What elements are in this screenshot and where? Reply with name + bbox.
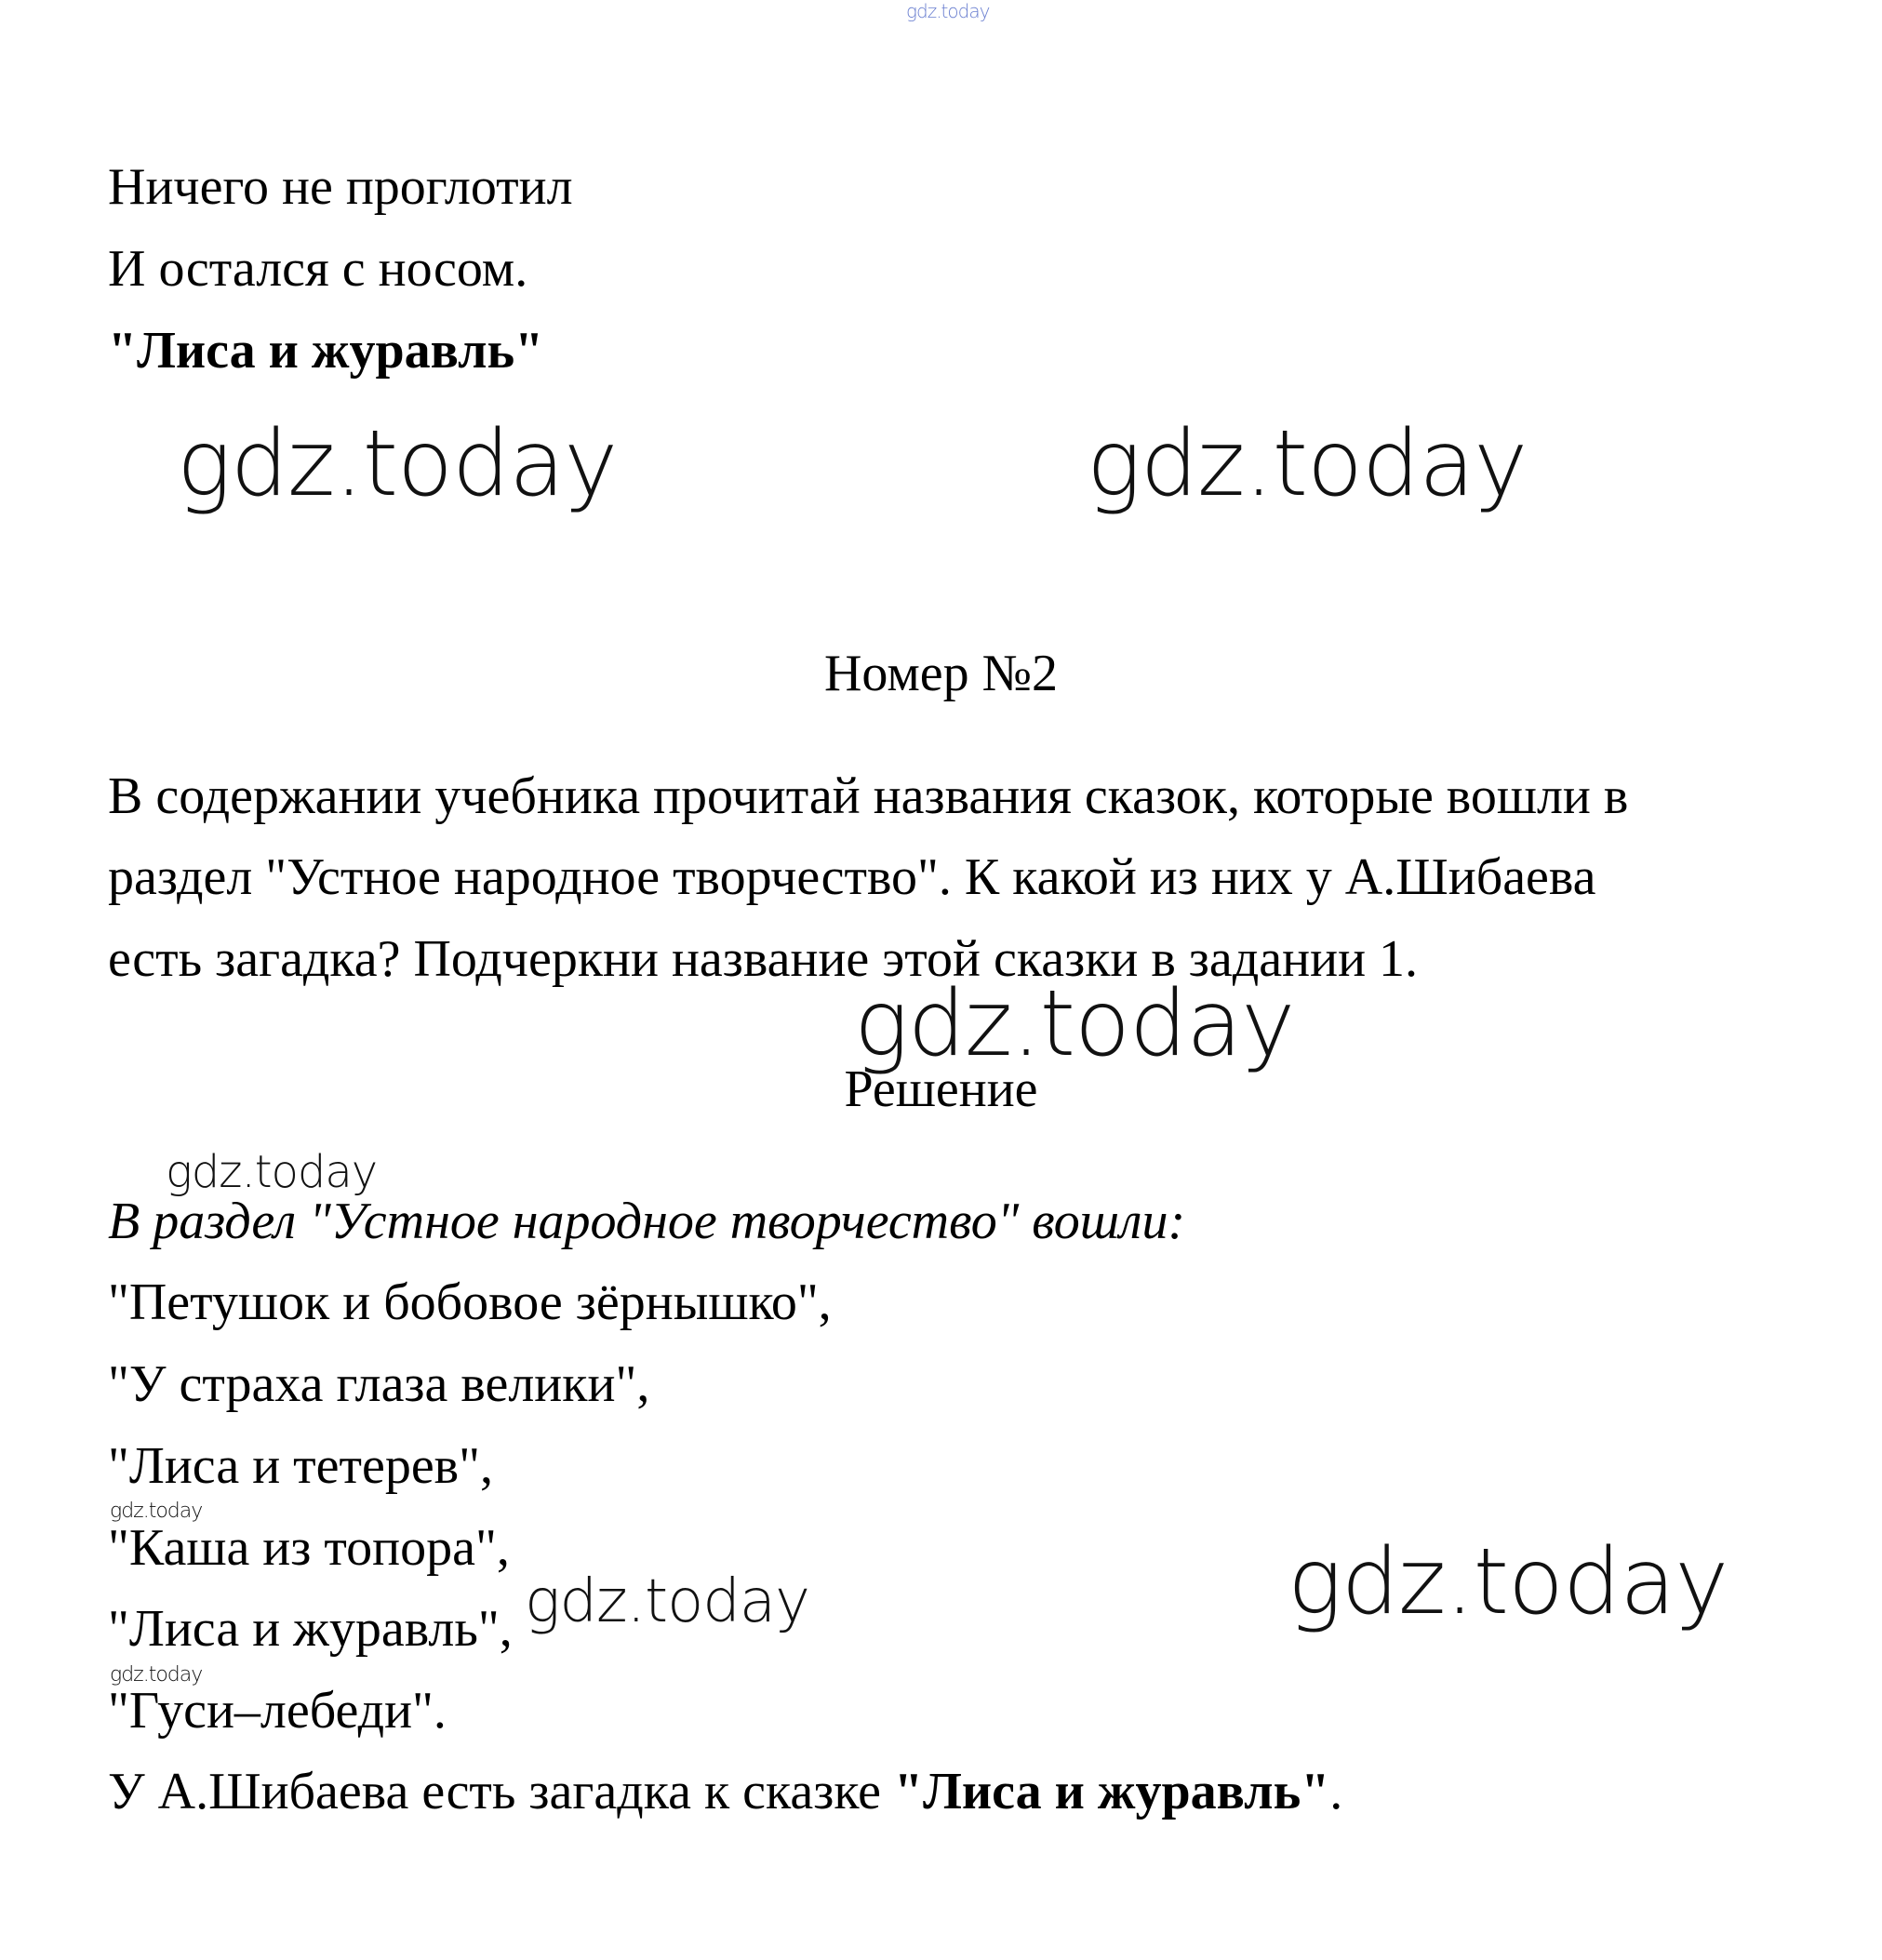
- watermark-small-1: gdz.today: [110, 1500, 203, 1523]
- watermark-medium-1: gdz.today: [166, 1146, 378, 1198]
- watermark-medium-2: gdz.today: [525, 1567, 809, 1636]
- task-title: Номер №2: [823, 645, 1059, 702]
- task-text-line-2: раздел "Устное народное творчество". К какой из них у А.Шибаева: [108, 848, 1596, 906]
- task-text-line-1: В содержании учебника прочитай названия сказок, которые вошли в: [108, 767, 1629, 825]
- watermark-large-4: gdz.today: [1288, 1529, 1729, 1635]
- tale-item: "Каша из топора",: [108, 1519, 510, 1577]
- conclusion-suffix: .: [1329, 1763, 1343, 1820]
- tale-item: "Лиса и тетерев",: [108, 1437, 493, 1495]
- poem-line-2: И остался с носом.: [108, 240, 528, 298]
- conclusion-prefix: У А.Шибаева есть загадка к сказке: [108, 1763, 895, 1820]
- solution-intro: В раздел "Устное народное творчество" вошли:: [108, 1193, 1186, 1250]
- solution-conclusion: [108, 1763, 1343, 1820]
- tale-item: "Гуси–лебеди".: [108, 1682, 447, 1740]
- watermark-small-2: gdz.today: [110, 1663, 203, 1687]
- tale-item: "Петушок и бобовое зёрнышко",: [108, 1273, 832, 1331]
- watermark-large-3: gdz.today: [854, 971, 1295, 1077]
- watermark-large-2: gdz.today: [1087, 411, 1528, 517]
- solution-heading: Решение: [844, 1060, 1038, 1118]
- conclusion-tale-name: "Лиса и журавль": [894, 1763, 1330, 1820]
- poem-line-1: Ничего не проглотил: [108, 158, 573, 216]
- poem-answer: "Лиса и журавль": [108, 322, 544, 380]
- watermark-large-1: gdz.today: [177, 411, 618, 517]
- tale-item: "У страха глаза велики",: [108, 1355, 650, 1413]
- watermark-top: gdz.today: [906, 0, 990, 22]
- task-text-line-3: есть загадка? Подчеркни название этой сказки в задании 1.: [108, 930, 1419, 988]
- tale-item: "Лиса и журавль",: [108, 1600, 513, 1658]
